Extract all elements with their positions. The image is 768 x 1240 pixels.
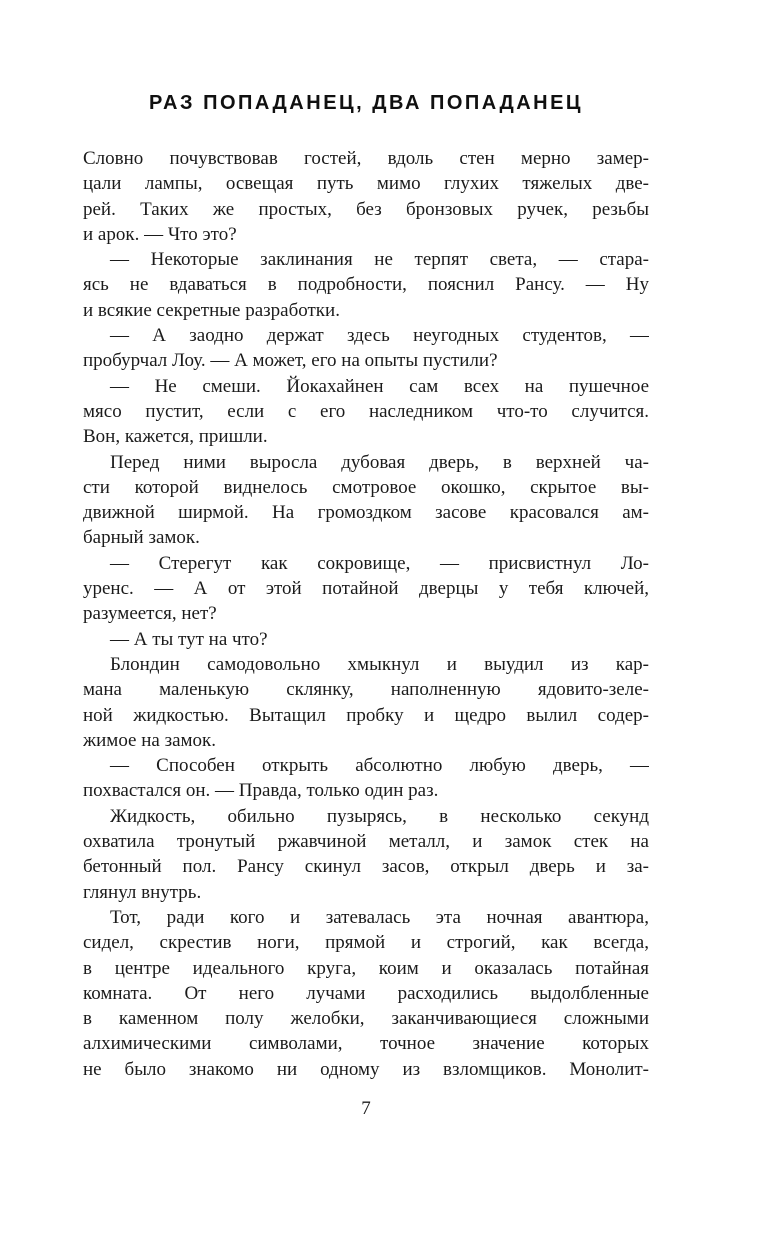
text-line: разумеется, нет?	[83, 603, 217, 625]
text-line: не было знакомо ни одному из взломщиков. Монолит-	[83, 1058, 649, 1080]
page-footer	[83, 1098, 649, 1120]
text-line: цали лампы, освещая путь мимо глухих тяжелых две-	[83, 173, 649, 195]
paragraph	[83, 551, 649, 627]
text-line: в центре идеального круга, коим и оказалась потайная	[83, 957, 649, 979]
text-line: Вон, кажется, пришли.	[83, 426, 268, 448]
paragraph	[83, 905, 649, 1082]
text-line: — Не смеши. Йокахайнен сам всех на пушечное	[110, 375, 649, 397]
paragraph	[83, 753, 649, 804]
paragraph	[83, 804, 649, 905]
paragraph	[83, 247, 649, 323]
text-line: Перед ними выросла дубовая дверь, в верхней ча-	[110, 451, 649, 473]
text-line: алхимическими символами, точное значение которых	[83, 1033, 649, 1055]
text-line: сти которой виднелось смотровое окошко, скрытое вы-	[83, 476, 649, 498]
text-line: уренс. — А от этой потайной дверцы у тебя ключей,	[83, 578, 649, 600]
text-line: глянул внутрь.	[83, 881, 202, 903]
paragraph	[83, 146, 649, 247]
text-line: Жидкость, обильно пузырясь, в несколько секунд	[110, 805, 649, 827]
text-line: и всякие секретные разработки.	[83, 299, 340, 321]
text-line: — А заодно держат здесь неугодных студентов, —	[110, 325, 649, 347]
text-line: движной ширмой. На громоздком засове красовался ам-	[83, 502, 649, 524]
text-line: комната. От него лучами расходились выдолбленные	[83, 982, 649, 1004]
text-line: бетонный пол. Рансу скинул засов, открыл дверь и за-	[83, 856, 649, 878]
text-line: мясо пустит, если с его наследником что-то случится.	[83, 400, 649, 422]
running-title: РАЗ ПОПАДАНЕЦ, ДВА ПОПАДАНЕЦ	[148, 92, 584, 114]
paragraph	[83, 323, 649, 374]
text-line: сидел, скрестив ноги, прямой и строгий, как всегда,	[83, 932, 649, 954]
text-line: в каменном полу желобки, заканчивающиеся сложными	[83, 1008, 649, 1030]
text-line: ной жидкостью. Вытащил пробку и щедро вылил содер-	[83, 704, 649, 726]
text-line: жимое на замок.	[83, 729, 217, 751]
text-line: мана маленькую склянку, наполненную ядовито-зеле-	[83, 679, 649, 701]
paragraph	[83, 374, 649, 450]
text-line: охватила тронутый ржавчиной металл, и замок стек на	[83, 831, 649, 853]
text-line: — Некоторые заклинания не терпят света, — стара-	[110, 249, 649, 271]
paragraph	[83, 652, 649, 753]
text-line: — Стерегут как сокровище, — присвистнул Ло-	[110, 552, 649, 574]
text-block	[83, 146, 649, 1082]
text-line: и арок. — Что это?	[83, 223, 237, 245]
paragraph	[83, 450, 649, 551]
text-line: рей. Таких же простых, без бронзовых ручек, резьбы	[83, 198, 649, 220]
text-line: пробурчал Лоу. — А может, его на опыты пустили?	[83, 350, 498, 372]
text-line: Блондин самодовольно хмыкнул и выудил из кар-	[110, 653, 649, 675]
text-line: — Способен открыть абсолютно любую дверь, —	[110, 755, 649, 777]
text-line: — А ты тут на что?	[110, 628, 268, 650]
text-line: Словно почувствовав гостей, вдоль стен мерно замер-	[83, 148, 649, 169]
text-line: ясь не вдаваться в подробности, пояснил Рансу. — Ну	[83, 274, 649, 296]
page-number: 7	[361, 1098, 371, 1119]
text-line: Тот, ради кого и затевалась эта ночная авантюра,	[110, 906, 649, 928]
page-header	[83, 92, 649, 115]
text-line: похвастался он. — Правда, только один раз.	[83, 780, 439, 802]
paragraph	[83, 627, 649, 652]
text-line: барный замок.	[83, 527, 200, 549]
